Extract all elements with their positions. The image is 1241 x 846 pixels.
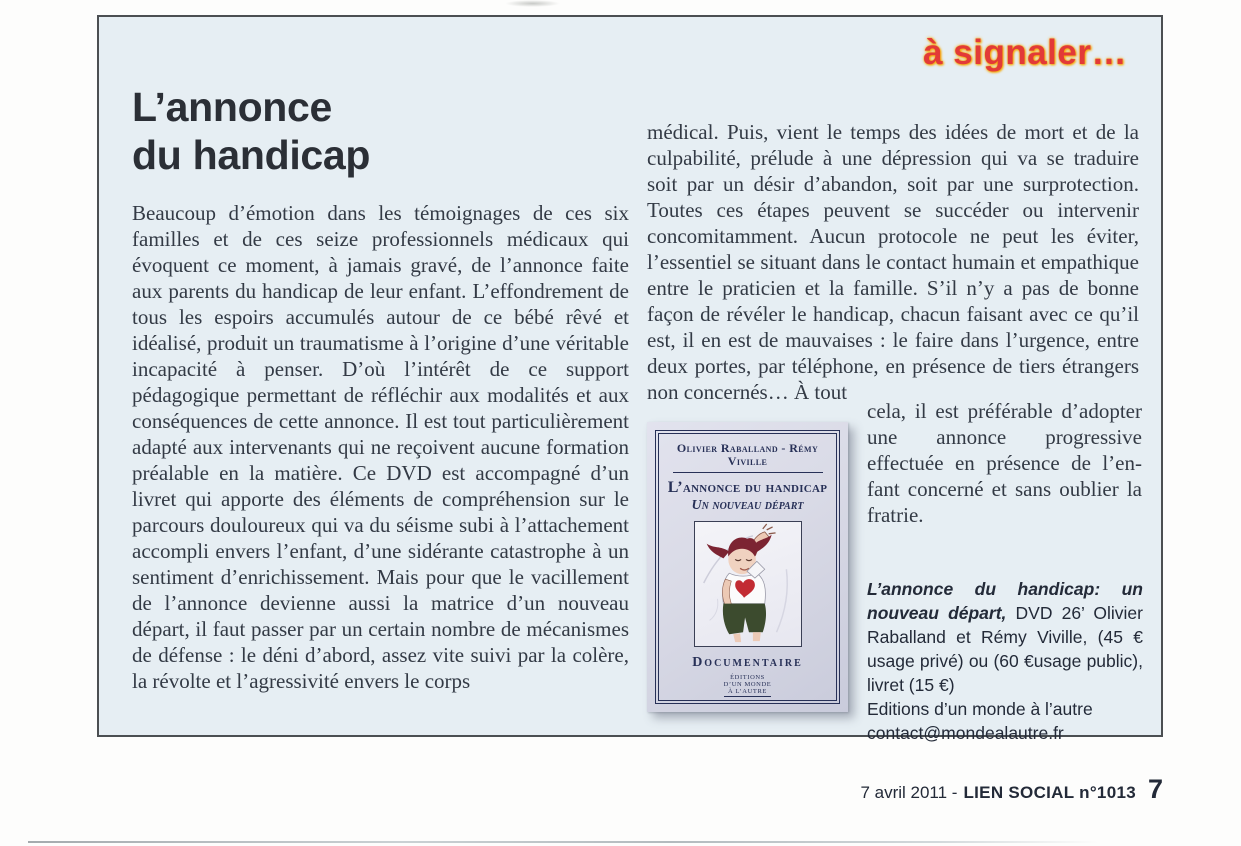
- footer-page-number: 7: [1147, 774, 1163, 804]
- article-column-right-top: médical. Puis, vient le temps des idées de mort et de la culpabilité, prélude à une dépression qui va se traduire soit par un désir d’abandon, soit par une surprotection. Toutes ces étapes peuvent se succéder ou intervenir concomitamment. Aucun protocole ne peut les éviter, l’essentiel se situant dans le contact humain et empathique entre le praticien et la famille. S’il n’y a pas de bonne façon de révéler le handicap, chacun faisant avec ce qu’il est, il en est de mauvaises : le faire dans l’urgence, entre deux portes, par téléphone, en présence de tiers étrangers non concernés… À tout: [647, 120, 1139, 404]
- publisher-logo-line-3: À L’AUTRE: [728, 688, 767, 695]
- publisher-logo-line-2: D’UN MONDE: [723, 681, 772, 688]
- dvd-title: L’annonce du handicap: [667, 479, 828, 496]
- section-header: à signaler…: [923, 33, 1127, 72]
- title-line-2: du handicap: [132, 132, 371, 178]
- caption-email: contact@mondealautre.fr: [867, 723, 1064, 743]
- scan-smudge-artifact: [505, 0, 560, 7]
- dvd-authors: Olivier Raballand - Rémy Viville: [676, 441, 819, 468]
- dvd-caption: [867, 577, 1143, 745]
- dvd-cover-content: [659, 434, 836, 700]
- dvd-subtitle: Un nouveau départ: [691, 498, 804, 513]
- publisher-logo-line-1: ÉDITIONS: [730, 674, 765, 681]
- footer-magazine-title: LIEN SOCIAL n°1013: [963, 783, 1136, 802]
- dvd-rule: [673, 472, 823, 473]
- publisher-logo: [724, 674, 772, 697]
- scan-edge-artifact: [28, 841, 1098, 843]
- caption-paragraph: [867, 577, 1143, 697]
- caption-title: L’annonce du handicap: un nouveau départ,: [867, 579, 1143, 623]
- article-panel: [97, 15, 1163, 743]
- article-column-left: Beaucoup d’émotion dans les témoignages de ces six familles et de ces seize professionnels médicaux qui évoquent ce moment, à jamais gravé, de l’annonce faite aux parents du handicap de leur enfant. L’effondrement de tous les espoirs accumulés autour de ce bébé rêvé et idéalisé, produit un traumatisme à l’origine d’une véritable incapacité à penser. D’où l’intérêt de ce support pédagogique permettant de réfléchir aux modalités et aux conséquences de cette annonce. Il est tout particulièrement adapté aux intervenants qui ne reçoivent aucune formation préalable en la matière. Ce DVD est accompagné d’un livret qui apporte des éléments de compréhension sur le parcours douloureux qui va du séisme subi à l’attachement accompli envers l’enfant, d’une sidérante catastrophe à un sentiment d’enrichissement. Mais pour que le vacillement de l’annonce devienne aussi la matrice d’un nouveau départ, il faut passer par un certain nombre de mécanismes de défense : le déni d’abord, assez vite suivi par la colère, la révolte et l’agressivité envers le corps: [132, 201, 629, 693]
- page-footer: [860, 774, 1163, 805]
- caption-credits: DVD 26’ Olivier Raballand et Rémy Viville, (45 € usage privé) ou (60 €usage public), livret (15 €): [867, 603, 1143, 695]
- article-title: [132, 83, 370, 179]
- dvd-cover: [647, 422, 848, 712]
- caption-publisher: Editions d’un monde à l’autre: [867, 699, 1093, 719]
- girl-illustration-svg: [695, 522, 801, 646]
- title-line-1: L’annonce: [132, 84, 333, 130]
- footer-date: 7 avril 2011 -: [860, 783, 958, 802]
- article-column-right-wrap: cela, il est préférable d’adopter une annonce progressive effectuée en présence de l’enfant concerné et sans oublier la fratrie.: [867, 399, 1142, 527]
- dvd-genre-label: Documentaire: [692, 655, 803, 670]
- dvd-cover-illustration: [694, 521, 802, 647]
